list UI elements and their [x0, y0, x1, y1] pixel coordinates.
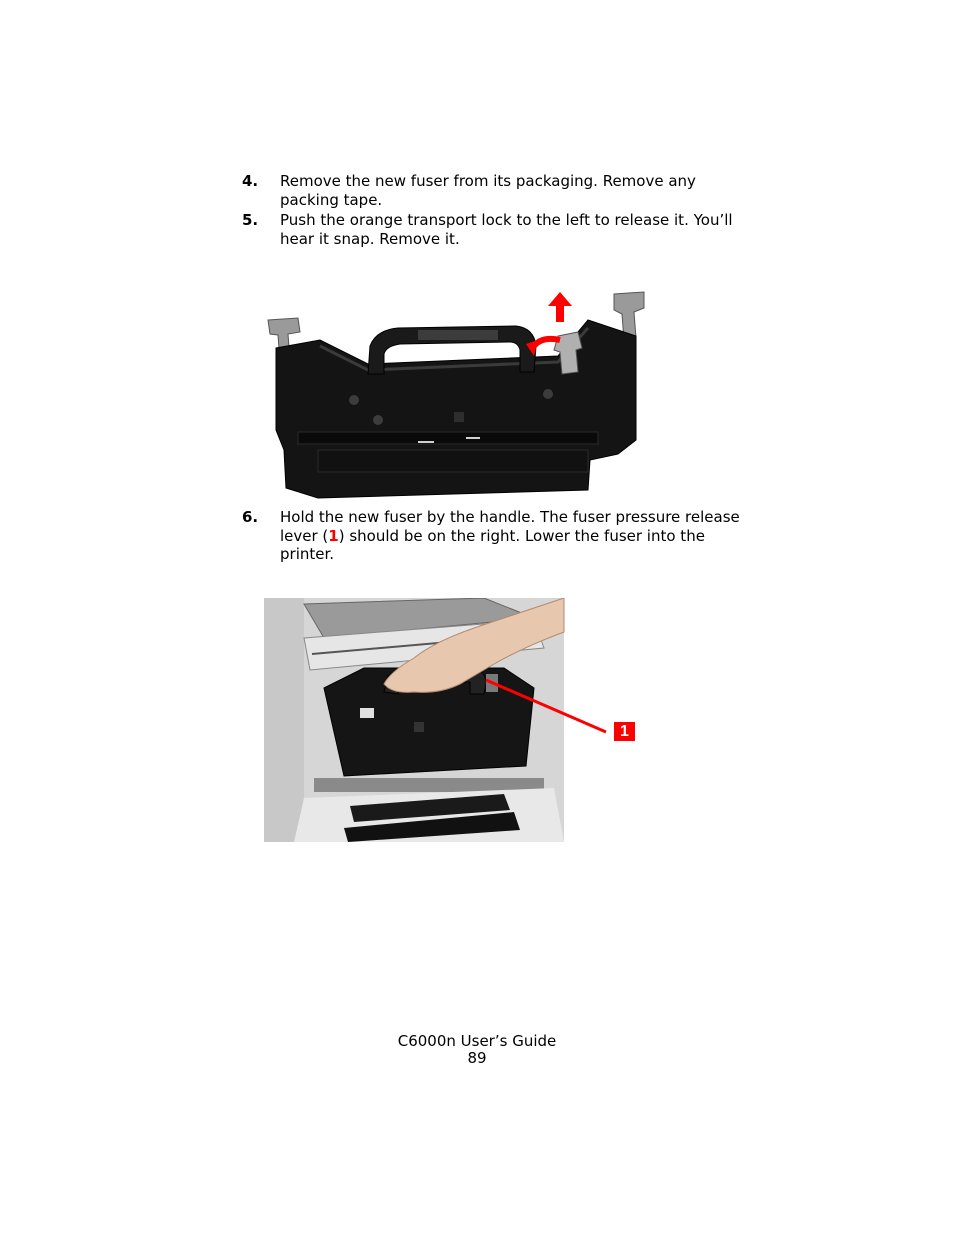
callout-reference: 1	[328, 526, 339, 545]
callout-badge: 1	[614, 722, 635, 741]
printer-illustration	[264, 598, 644, 842]
step-text: Push the orange transport lock to the left to release it. You’ll hear it snap. Remove it.	[280, 211, 733, 248]
step-number: 5.	[242, 211, 259, 229]
step-text: Remove the new fuser from its packaging. Remove any packing tape.	[280, 172, 696, 209]
fuser-install-figure	[264, 598, 644, 842]
step-4	[242, 172, 742, 209]
step-5	[242, 211, 742, 248]
fuser-illustration	[258, 290, 648, 502]
step-text-before: Hold the new fuser by the handle. The fuser pressure release lever (	[280, 508, 740, 545]
step-text-after: ) should be on the right. Lower the fuser into the printer.	[280, 526, 705, 563]
step-text	[280, 508, 742, 564]
fuser-transport-lock-figure	[258, 290, 648, 502]
footer-title: C6000n User’s Guide	[397, 1032, 557, 1050]
page-number: 89	[467, 1049, 487, 1067]
step-number: 4.	[242, 172, 259, 190]
step-number: 6.	[242, 508, 259, 526]
step-6	[242, 508, 742, 564]
